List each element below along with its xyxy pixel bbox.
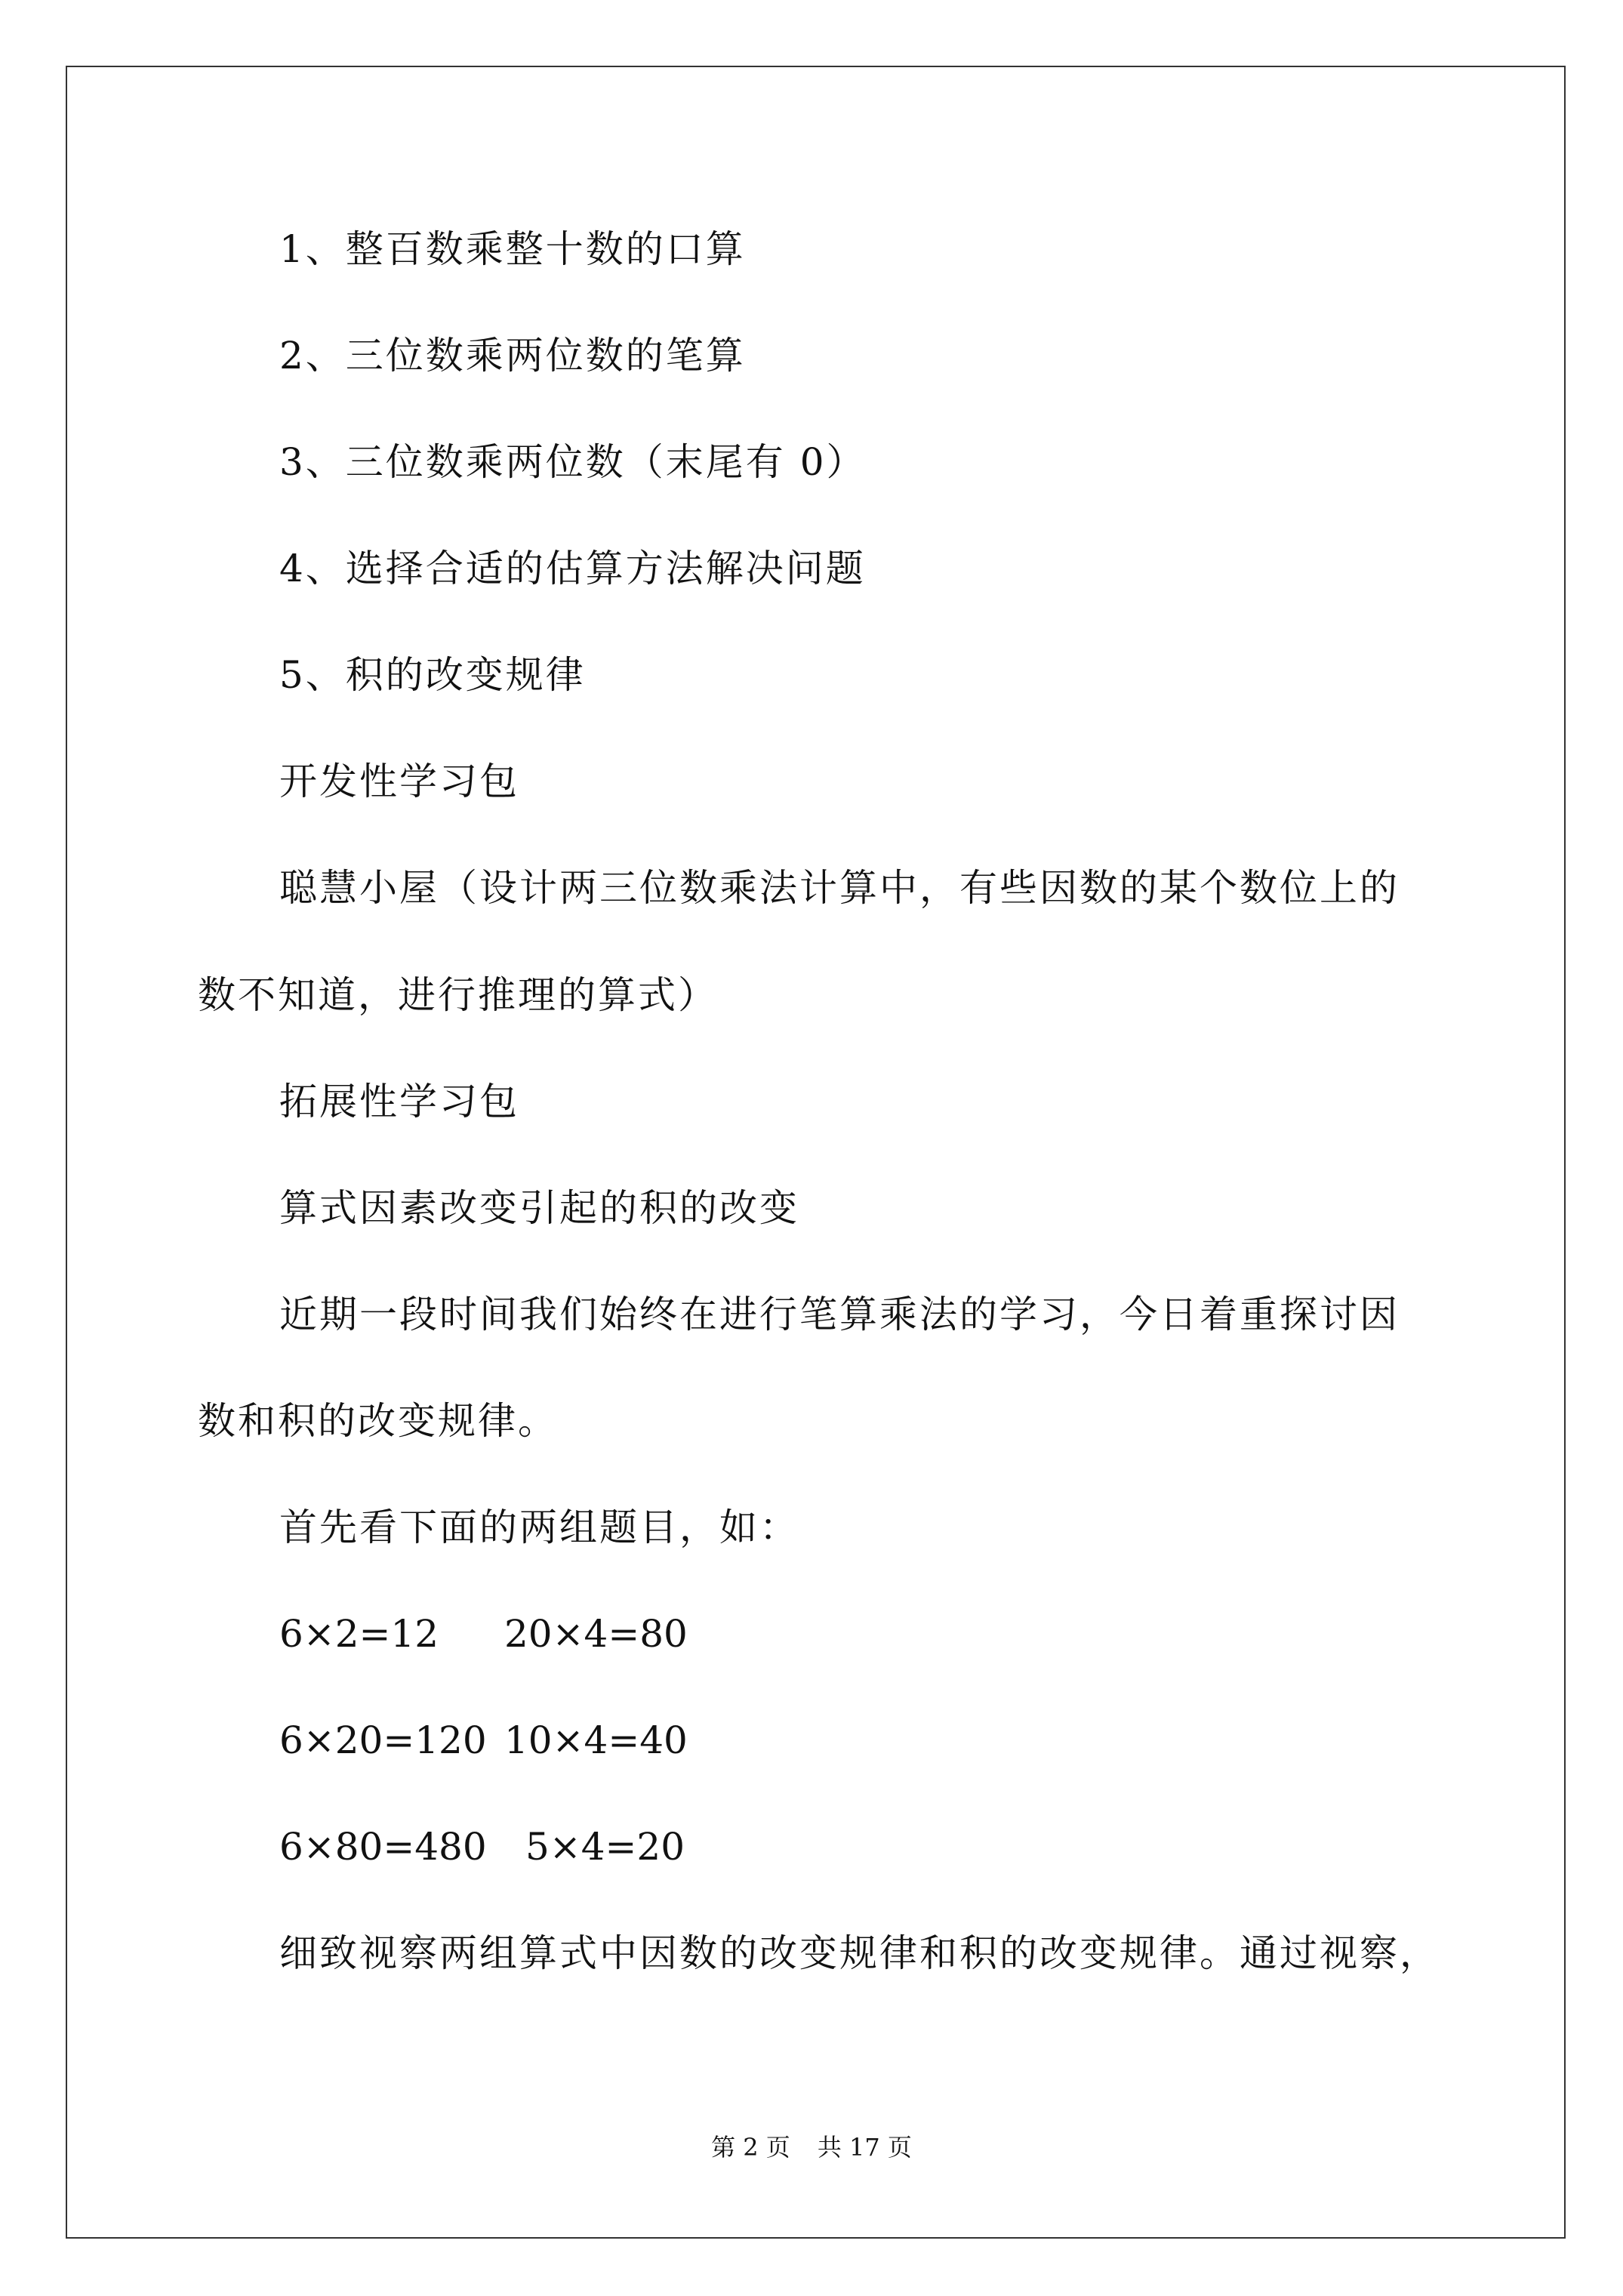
page-footer [0,2132,1623,2162]
list-item-5: 5、积的改变规律 [279,653,586,697]
section-heading-extended: 拓展性学习包 [279,1080,519,1123]
list-item-1: 1、整百数乘整十数的口算 [279,227,746,271]
equation-right-2: 10×4=40 [504,1718,688,1762]
equation-left-3: 6×80=480 [279,1825,487,1869]
paragraph-smart-house-line1: 聪慧小屋（设计两三位数乘法计算中，有些因数的某个数位上的 [279,866,1400,910]
paragraph-look-at-questions: 首先看下面的两组题目，如： [279,1505,799,1549]
paragraph-intro-line1: 近期一段时间我们始终在进行笔算乘法的学习，今日着重探讨因 [279,1293,1400,1336]
list-item-4: 4、选择合适的估算方法解决问题 [279,547,866,590]
paragraph-observe: 细致视察两组算式中因数的改变规律和积的改变规律。通过视察， [279,1931,1440,1975]
equation-left-2: 6×20=120 [279,1718,487,1762]
section-heading-developmental: 开发性学习包 [279,760,519,803]
equation-right-3: 5×4=20 [525,1825,685,1869]
list-item-2: 2、三位数乘两位数的笔算 [279,334,746,378]
page-border [66,66,1566,2239]
page-number: 第 2 页 [711,2133,790,2162]
list-item-3: 3、三位数乘两位数（末尾有 0） [279,440,867,484]
paragraph-title-product-change: 算式因素改变引起的积的改变 [279,1186,799,1230]
paragraph-intro-line2: 数和积的改变规律。 [198,1399,558,1443]
paragraph-smart-house-line2: 数不知道，进行推理的算式） [198,973,718,1017]
equation-left-1: 6×2=12 [279,1612,439,1656]
page-total: 共 17 页 [817,2133,912,2162]
equation-right-1: 20×4=80 [504,1612,688,1656]
